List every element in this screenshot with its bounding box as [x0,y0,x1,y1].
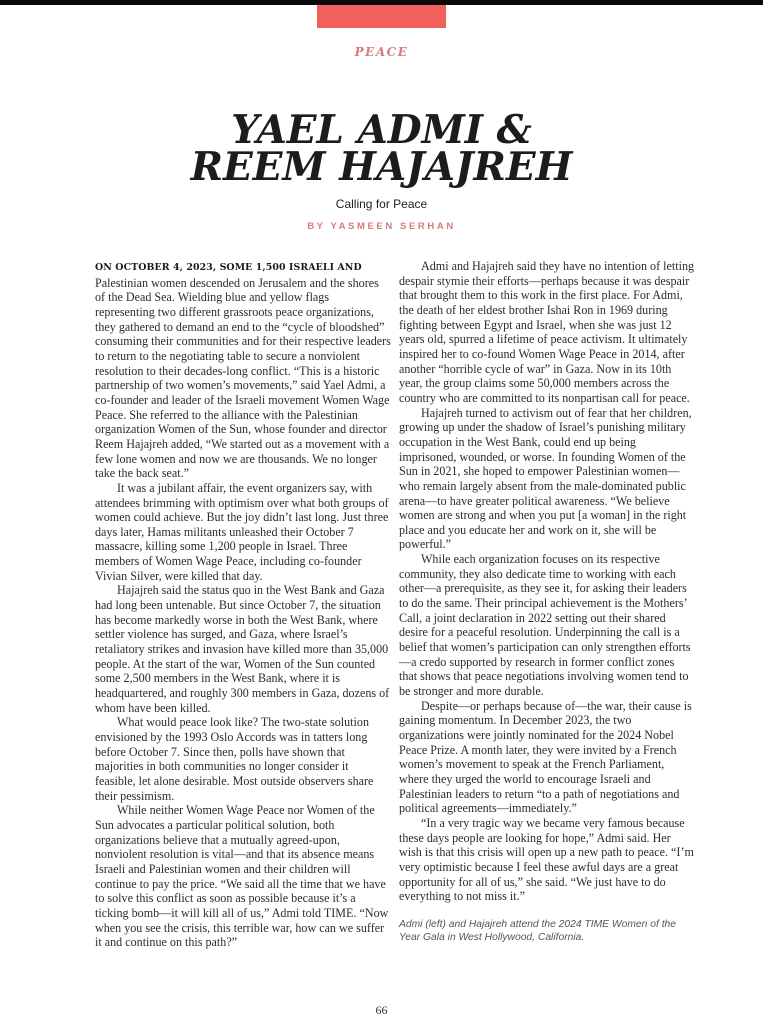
article-byline: BY YASMEEN SERHAN [307,221,456,232]
paragraph-9: Despite—or perhaps because of—the war, their cause is gaining momentum. In December 2023, the two organizations were jointly nominated for the 2024 Nobel Peace Prize. A month later, they were invited by a French women’s movement to speak at the French Parliament, where they urged the world to encourage Israeli and Palestinian leaders to return “to a path of negotiations and political agreements—immediately.” [399,698,692,816]
section-label: PEACE [354,45,409,59]
paragraph-10: “In a very tragic way we became very famous because these days people are looking for hope,” Admi said. Her wish is that this crisis will open up a new path to peace. “I’m very optimistic because I feel these awful days are a great opportunity for all of us,” she said. “We just have to do everything to not miss it.” [399,815,694,904]
page-number: 66 [375,1003,388,1017]
article-title-line-2: REEM HAJAJREH [190,144,573,190]
paragraph-3: Hajajreh said the status quo in the West Bank and Gaza had long been untenable. But since October 7, the situation has become markedly worse in both the West Bank, where settler violence has surged, and Gaza, where Israel’s retaliatory strikes and invasion have killed more than 35,000 people. At the start of the war, Women of the Sun counted some 2,500 members in the West Bank, where it is headquartered, and roughly 300 members in Gaza, dozens of whom have been killed. [95,583,390,715]
article-subtitle: Calling for Peace [335,197,428,211]
paragraph-5: While neither Women Wage Peace nor Women of the Sun advocates a particular political solution, both organizations believe that a mutually agreed-upon, nonviolent resolution is vital—and that its absence means Israeli and Palestinian women and their children will continue to pay the price. “We said all the time that we have to solve this conflict as soon as possible because it’s a ticking bomb—it will kill all of us,” Admi told TIME. “Now when you see the crisis, this terrible war, how can we suffer it and continue on this path?” [95,803,389,950]
article-title [0,107,763,190]
photo-caption: Admi (left) and Hajajreh attend the 2024 TIME Women of the Year Gala in West Hollywood, California. [399,918,677,944]
article-title-line-1: YAEL ADMI & [231,107,532,153]
paragraph-4: What would peace look like? The two-state solution envisioned by the 1993 Oslo Accords was in tatters long before October 7. Since then, polls have shown that majorities in both communities no longer consider it feasible, let alone desirable. Most outside observers share their pessimism. [95,715,374,803]
right-column [399,259,695,945]
paragraph-1-text: Palestinian women descended on Jerusalem and the shores of the Dead Sea. Wielding blue and yellow flags representing two different grassroots peace organizations, they gathered to demand an end to the “cycle of bloodshed” consuming their communities and for their respective leaders to return to the negotiating table to secure a nonviolent resolution to their decades-long conflict. “This is a historic partnership of two women’s movements,” said Yael Admi, a co-founder and leader of the Israeli movement Women Wage Peace. She referred to the alliance with the Palestinian organization Women of the Sun, whose founder and director Reem Hajajreh added, “We started out as a movement with a few lone women and now we are thousands. We no longer take the back seat.” [95,275,391,481]
paragraph-1 [95,259,391,481]
paragraph-6: Admi and Hajajreh said they have no intention of letting despair stymie their efforts—perhaps because it was despair that brought them to this work in the first place. For Admi, the death of her eldest brother Ishai Ron in 1969 during fighting between Egypt and Israel, when she was just 12 years old, spurred a lifetime of peace activism. It ultimately inspired her to co-found Women Wage Peace in 2014, after another “horrible cycle of war” in Gaza. Now in its 10th year, the group claims some 50,000 members across the country who are committed to its nonpartisan call for peace. [399,259,695,405]
section-color-block [317,5,446,28]
paragraph-7: Hajajreh turned to activism out of fear that her children, growing up under the shadow of Israel’s punishing military occupation in the West Bank, could end up being imprisoned, wounded, or worse. In founding Women of the Sun in 2021, she hoped to empower Palestinian women—who remain largely absent from the male-dominated public arena—to have greater political awareness. “We believe women are strong and when you put [a woman] in the right place and you educate her and work on it, she will be powerful.” [399,405,692,552]
paragraph-2: It was a jubilant affair, the event organizers say, with attendees brimming with optimism over what both groups of women could achieve. But the joy didn’t last long. Just three days later, Hamas militants unleashed their October 7 massacre, killing some 1,200 people in Israel. Three members of Women Wage Peace, including co-founder Vivian Silver, were killed that day. [95,480,389,583]
paragraph-8: While each organization focuses on its respective community, they also dedicate time to working with each other—a prerequisite, as they see it, for asking their leaders to do the same. Their principal achievement is the Mothers’ Call, a joint declaration in 2022 setting out their shared desire for a peaceful resolution. Underpinning the call is a belief that women’s participation can only strengthen efforts—a credo supported by research in former conflict zones that shows that peace negotiations involving women tend to be stronger and more durable. [399,552,691,699]
left-column [95,259,391,950]
lead-in: ON OCTOBER 4, 2023, SOME 1,500 ISRAELI AND [95,262,362,273]
